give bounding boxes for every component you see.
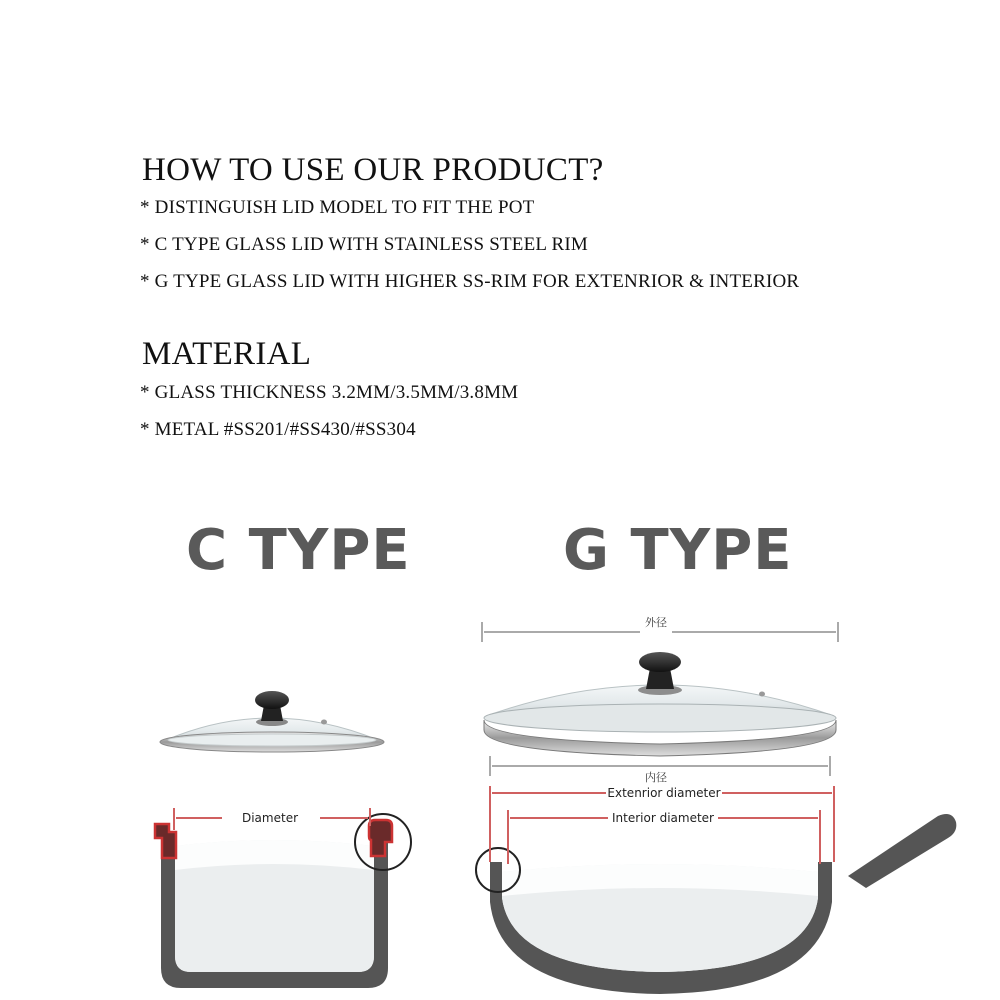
c-type-rim-right [369,820,392,856]
g-type-pan [476,814,956,994]
pan-handle [848,814,956,888]
usage-title: HOW TO USE OUR PRODUCT? [142,152,604,188]
usage-bullet-3: * G TYPE GLASS LID WITH HIGHER SS-RIM FOR EXTENRIOR & INTERIOR [140,271,800,292]
material-bullet-1: * GLASS THICKNESS 3.2MM/3.5MM/3.8MM [140,382,519,403]
g-type-inner-dimension [490,756,830,784]
g-type-interior-label: Interior diameter [612,811,714,825]
g-type-outer-dimension [482,615,838,642]
c-type-lid [160,691,384,752]
g-type-lid [484,652,836,756]
c-type-knob-icon [255,691,289,726]
c-type-diameter-label: Diameter [241,811,299,825]
c-type-title: C TYPE [186,518,411,583]
g-type-exterior-label: Extenrior diameter [607,786,721,800]
material-title: MATERIAL [142,336,312,372]
g-type-outer-label: 外径 [645,616,667,629]
material-bullet-2: * METAL #SS201/#SS430/#SS304 [140,419,416,440]
lid-diagram [0,590,1000,1000]
usage-bullet-1: * DISTINGUISH LID MODEL TO FIT THE POT [140,197,535,218]
c-type-rim-left [155,824,176,858]
g-type-interior-guide [508,810,820,864]
g-type-knob-icon [638,652,682,695]
g-type-inner-label: 内径 [645,771,667,784]
g-type-title: G TYPE [563,518,793,583]
c-type-diameter-guide [174,808,370,830]
usage-bullet-2: * C TYPE GLASS LID WITH STAINLESS STEEL RIM [140,234,588,255]
c-type-pot [155,814,411,988]
